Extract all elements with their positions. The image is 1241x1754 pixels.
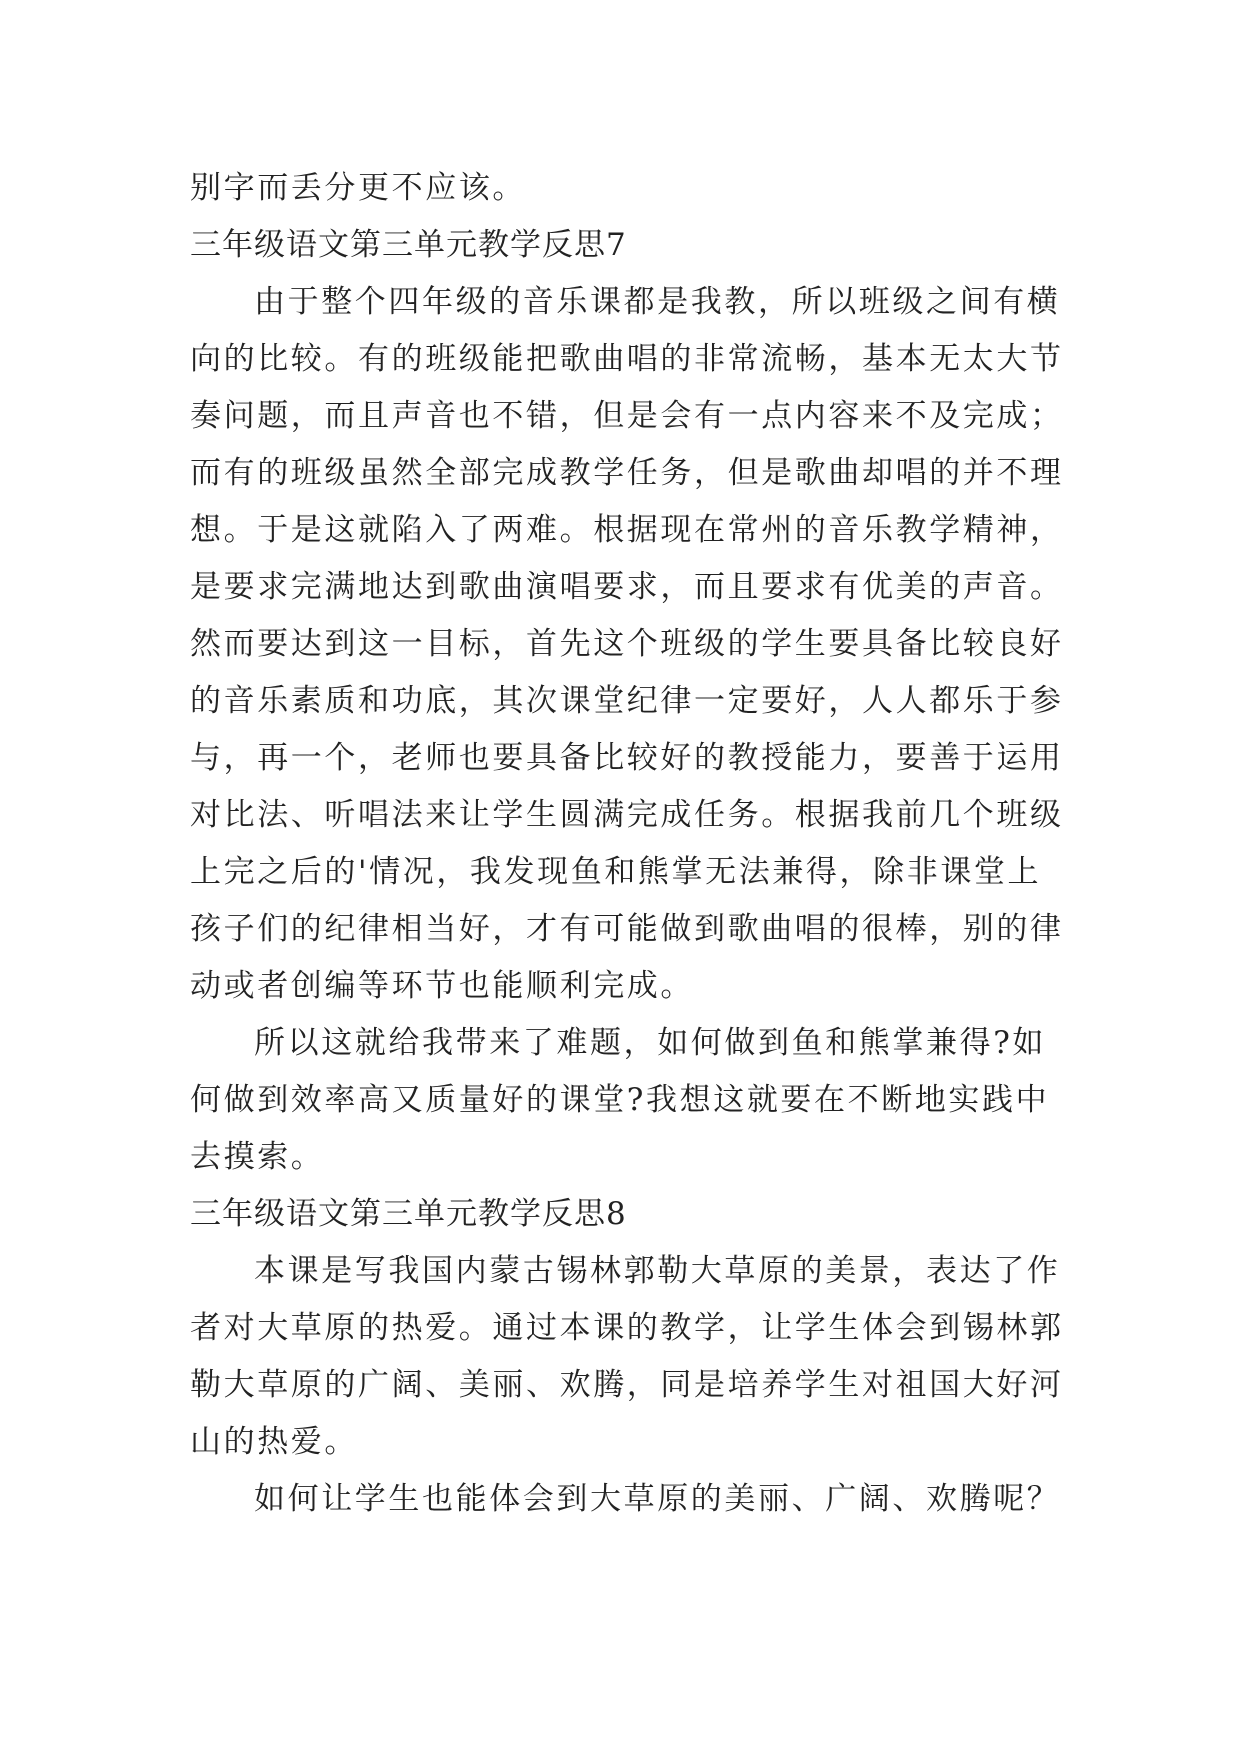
paragraph-line: 的音乐素质和功底，其次课堂纪律一定要好，人人都乐于参 (190, 683, 1064, 719)
paragraph-line: 由于整个四年级的音乐课都是我教，所以班级之间有横 (254, 284, 1061, 320)
paragraph-line: 动或者创编等环节也能顺利完成。 (190, 968, 694, 1004)
paragraph-line: 勒大草原的广阔、美丽、欢腾，同是培养学生对祖国大好河 (190, 1367, 1064, 1403)
paragraph-line: 孩子们的纪律相当好，才有可能做到歌曲唱的很棒，别的律 (190, 911, 1064, 947)
paragraph-line: 者对大草原的热爱。通过本课的教学，让学生体会到锡林郭 (190, 1310, 1064, 1346)
paragraph-line: 别字而丢分更不应该。 (190, 170, 526, 206)
section-heading: 三年级语文第三单元教学反思7 (190, 227, 627, 263)
paragraph-line: 山的热爱。 (190, 1424, 358, 1460)
paragraph-line: 想。于是这就陷入了两难。根据现在常州的音乐教学精神， (190, 512, 1064, 548)
paragraph-line: 然而要达到这一目标，首先这个班级的学生要具备比较良好 (190, 626, 1064, 662)
paragraph-line: 与，再一个，老师也要具备比较好的教授能力，要善于运用 (190, 740, 1064, 776)
paragraph-line: 上完之后的'情况，我发现鱼和熊掌无法兼得，除非课堂上 (190, 854, 1042, 890)
paragraph-line: 奏问题，而且声音也不错，但是会有一点内容来不及完成； (190, 398, 1064, 434)
paragraph-line: 去摸索。 (190, 1139, 325, 1175)
paragraph-line: 如何让学生也能体会到大草原的美丽、广阔、欢腾呢？ (254, 1481, 1061, 1517)
paragraph-line: 所以这就给我带来了难题，如何做到鱼和熊掌兼得?如 (254, 1025, 1047, 1061)
paragraph-line: 而有的班级虽然全部完成教学任务，但是歌曲却唱的并不理 (190, 455, 1064, 491)
document-body (190, 160, 1064, 1528)
paragraph-line: 何做到效率高又质量好的课堂?我想这就要在不断地实践中 (190, 1082, 1050, 1118)
paragraph-line: 向的比较。有的班级能把歌曲唱的非常流畅，基本无太大节 (190, 341, 1064, 377)
paragraph-line: 对比法、听唱法来让学生圆满完成任务。根据我前几个班级 (190, 797, 1064, 833)
paragraph-line: 是要求完满地达到歌曲演唱要求，而且要求有优美的声音。 (190, 569, 1064, 605)
section-heading: 三年级语文第三单元教学反思8 (190, 1196, 627, 1232)
paragraph-line: 本课是写我国内蒙古锡林郭勒大草原的美景，表达了作 (254, 1253, 1061, 1289)
